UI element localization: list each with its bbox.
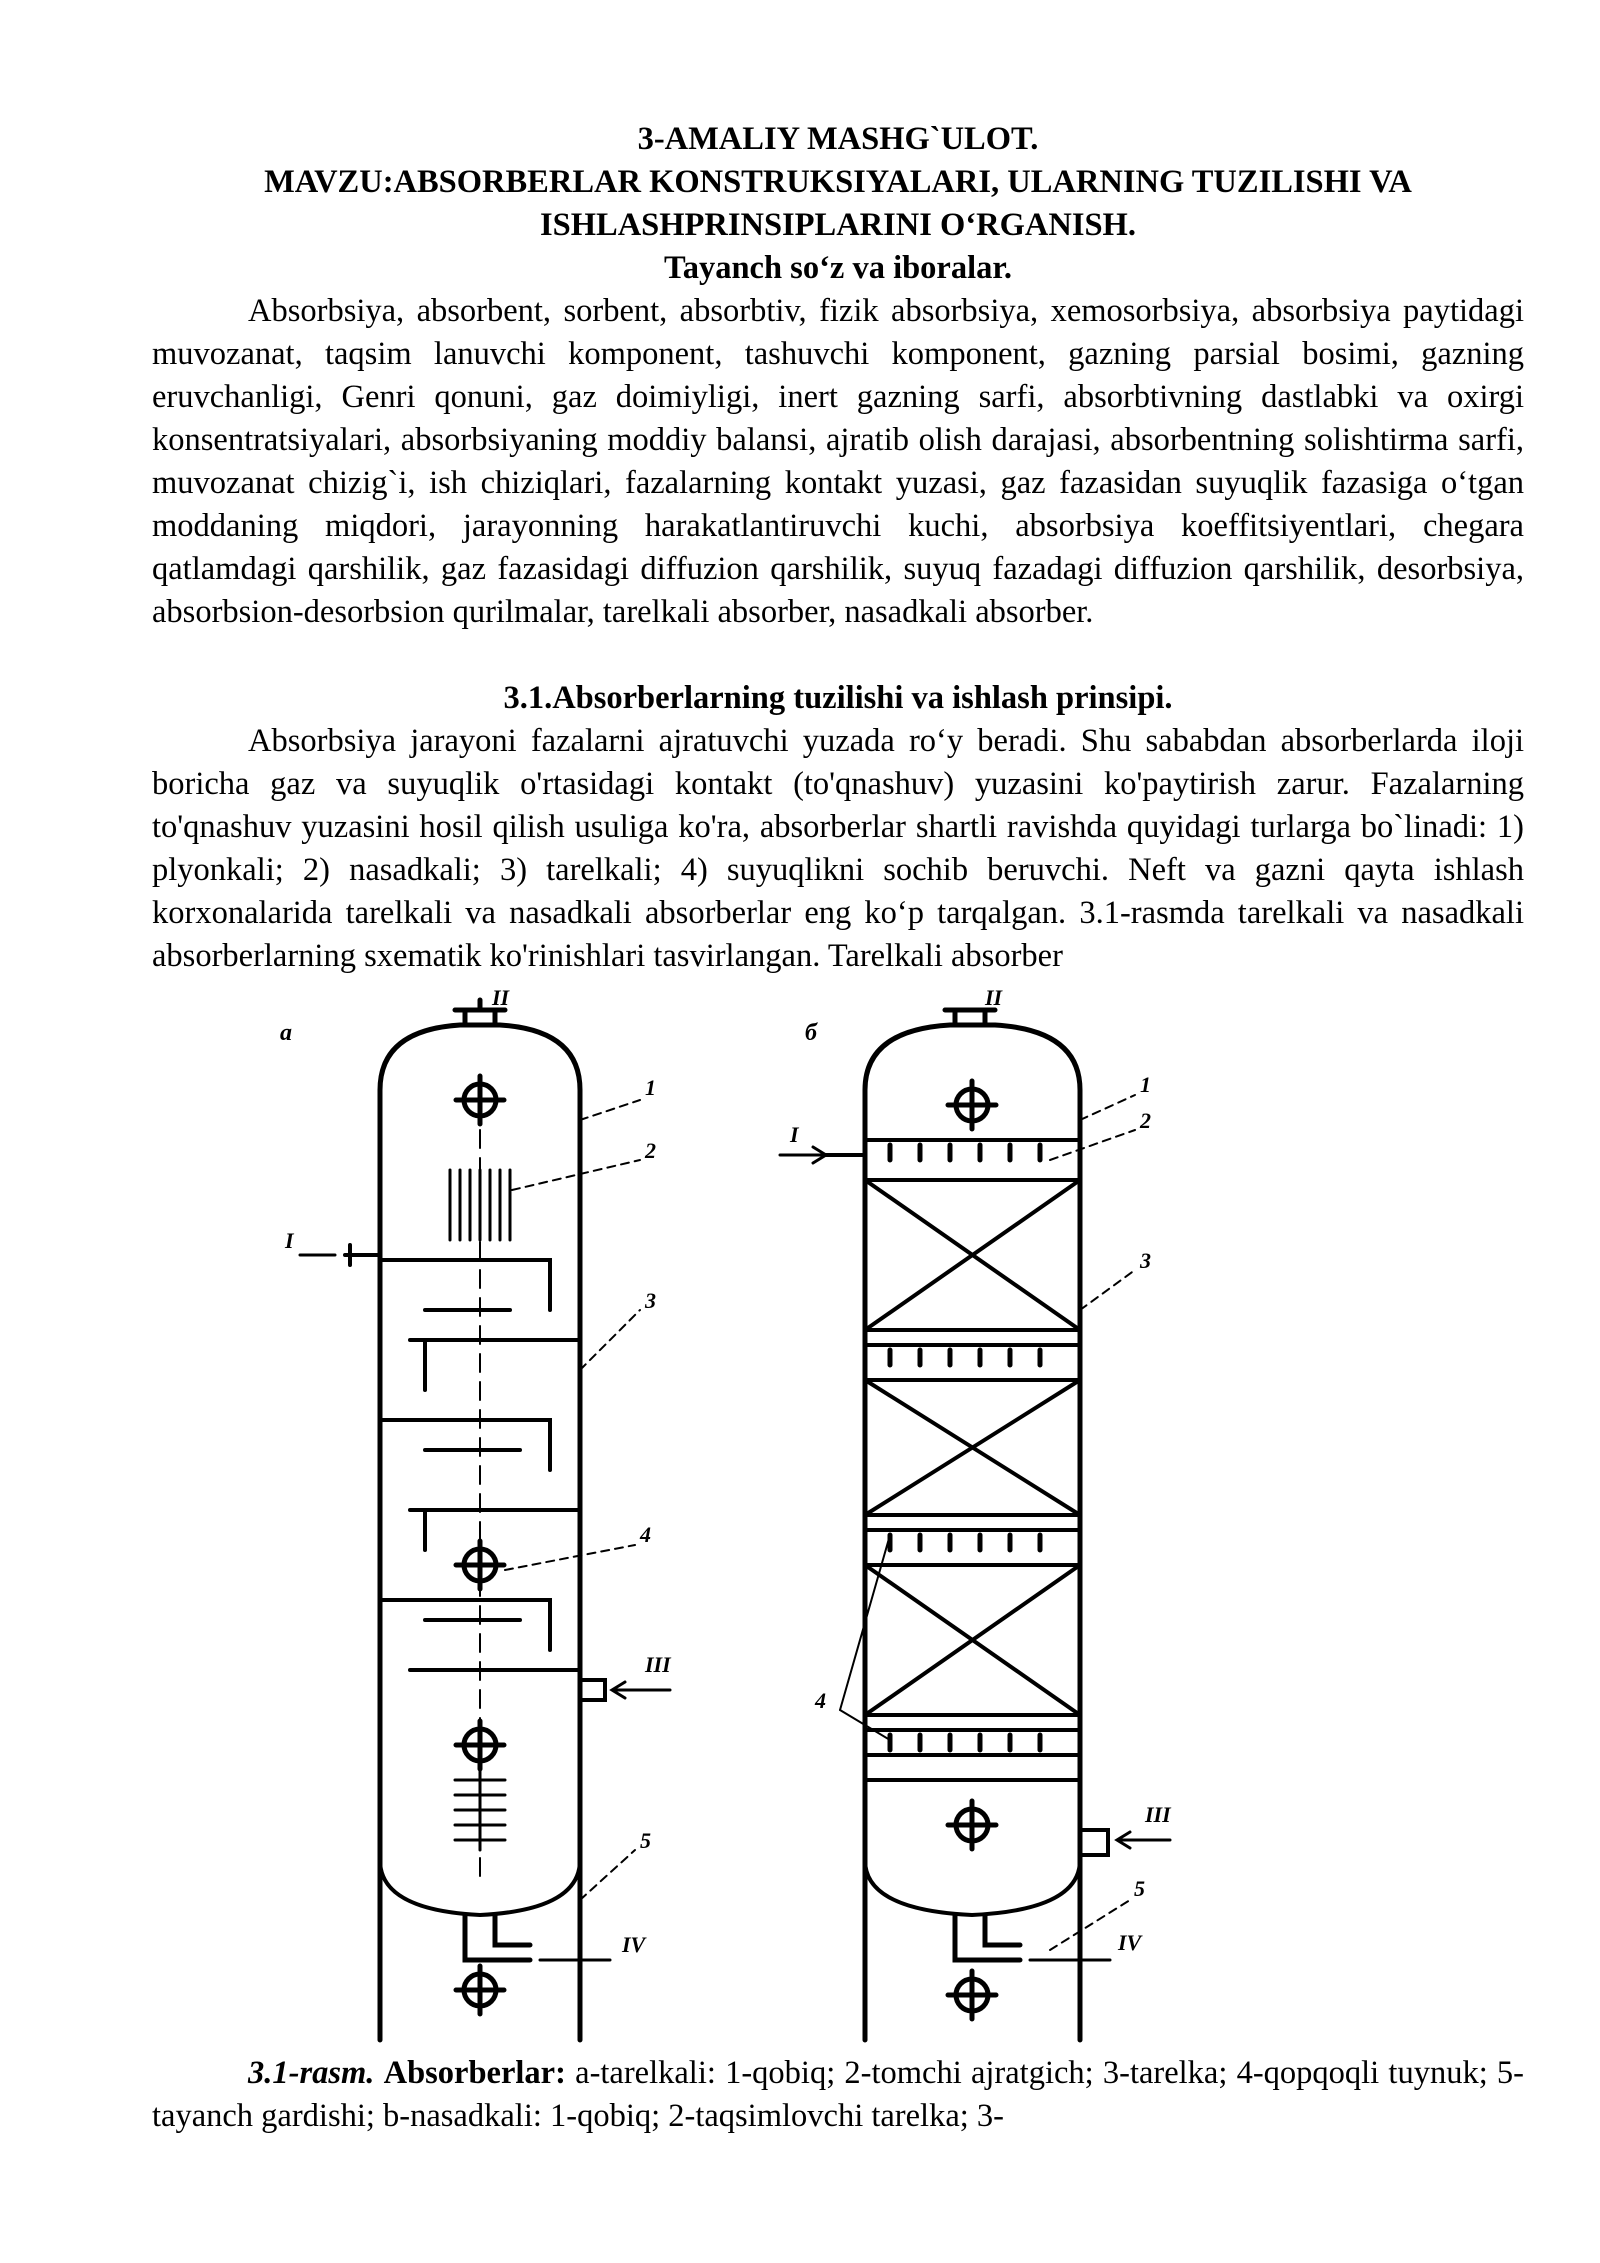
b-label-top: II <box>985 985 1003 1010</box>
b-label-2: 2 <box>1140 1108 1151 1133</box>
keywords-paragraph: Absorbsiya, absorbent, sorbent, absorbtiv, fizik absorbsiya, xemosorbsiya, absorbsiya paytidagi muvozanat, taqsim lanuvchi komponent, tashuvchi komponent, gazning parsial bosimi, gazning eruvchanligi, Genri qonuni, gaz doimiyligi, inert gazning sarfi, absorbtivning dastlabki va oxirgi konsentratsiyalari, absorbsiyaning moddiy balansi, ajratib olish darajasi, absorbentning solishtirma sarfi, muvozanat chizig`i, ish chiziqlari, fazalarning kontakt yuzasi, gaz fazasidan suyuqlik fazasiga o‘tgan moddaning miqdori, jarayonning harakatlantiruvchi kuchi, absorbsiya koeffitsiyentlari, chegara qatlamdagi qarshilik, gaz fazasidagi diffuzion qarshilik, suyuq fazadagi diffuzion qarshilik, desorbsiya, absorbsion-desorbsion qurilmalar, tarelkali absorber, nasadkali absorber. <box>152 293 1524 630</box>
column-a <box>300 1000 670 2040</box>
section-paragraph: Absorbsiya jarayoni fazalarni ajratuvchi yuzada ro‘y beradi. Shu sababdan absorberlarda iloji boricha gaz va suyuqlik o'rtasidagi kontakt (to'qnashuv) yuzasini ko'paytirish zarur. Fazalarning to'qnashuv yuzasini hosil qilish usuliga ko'ra, absorberlar shartli ravishda quyidagi turlarga bo`linadi: 1) plyonkali; 2) nasadkali; 3) tarelkali; 4) suyuqlikni sochib beruvchi. Neft va gazni qayta ishlash korxonalarida tarelkali va nasadkali absorberlar eng ko‘p tarqalgan. 3.1-rasmda tarelkali va nasadkali absorberlarning sxematik ko'rinishlari tasvirlangan. Tarelkali absorber <box>152 723 1524 974</box>
figure-caption <box>152 2052 1524 2138</box>
a-label-left: I <box>285 1228 294 1253</box>
exercise-title: 3-AMALIY MASHG`ULOT. <box>637 121 1039 157</box>
caption-text: a-tarelkali: 1-qobiq; 2-tomchi ajratgich; 3-tarelka; 4-qopqoqli tuynuk; 5-tayanch gardishi; b-nasadkali: 1-qobiq; 2-taqsimlovchi tarelka; 3- <box>152 2055 1525 2134</box>
b-label-3: 3 <box>1140 1248 1151 1273</box>
topic-title-line1: MAVZU:ABSORBERLAR KONSTRUKSIYALARI, ULARNING TUZILISHI VA <box>264 164 1412 200</box>
keywords-heading: Tayanch so‘z va iboralar. <box>664 250 1012 286</box>
caption-paragraph <box>152 2052 1524 2138</box>
section-body <box>152 720 1524 978</box>
a-label-bottom: IV <box>622 1932 646 1957</box>
column-b <box>780 1010 1170 2040</box>
topic-title-line2: ISHLASHPRINSIPLARINI O‘RGANISH. <box>540 207 1136 243</box>
b-label-bottom: IV <box>1118 1930 1142 1955</box>
a-label-2: 2 <box>645 1138 656 1163</box>
b-label-mid: III <box>1145 1802 1171 1827</box>
a-label-5: 5 <box>640 1828 651 1853</box>
caption-title: Absorberlar: <box>383 2055 566 2091</box>
a-label-4: 4 <box>640 1522 651 1547</box>
caption-label: 3.1-rasm. <box>248 2055 375 2091</box>
absorber-drawing <box>250 985 1250 2040</box>
a-label-1: 1 <box>645 1075 656 1100</box>
a-label-3: 3 <box>645 1288 656 1313</box>
panel-b-label: б <box>805 1020 817 1046</box>
figure-labels <box>280 985 1172 1957</box>
b-label-left: I <box>790 1122 799 1147</box>
a-label-top: II <box>492 985 510 1010</box>
b-label-4: 4 <box>815 1688 826 1713</box>
b-label-1: 1 <box>1140 1072 1151 1097</box>
section-heading: 3.1.Absorberlarning tuzilishi va ishlash prinsipi. <box>503 680 1173 716</box>
absorber-figure <box>250 985 1250 2040</box>
document-header <box>152 118 1524 634</box>
panel-a-label: a <box>280 1020 292 1046</box>
b-label-5: 5 <box>1134 1876 1145 1901</box>
a-label-mid: III <box>645 1652 671 1677</box>
